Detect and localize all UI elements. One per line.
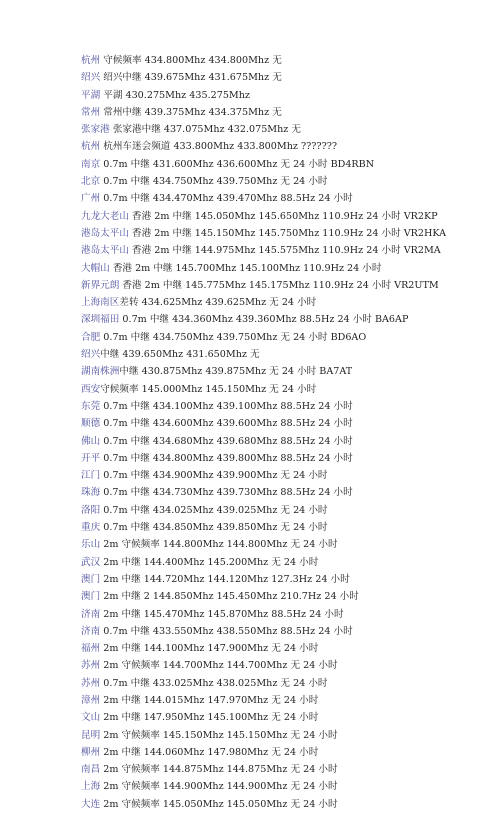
list-item [81, 260, 491, 277]
frequency-details: 2m 守候频率 145.050Mhz 145.050Mhz 无 24 小时 [100, 798, 338, 810]
list-item [81, 744, 491, 761]
list-item [81, 623, 491, 640]
list-item [81, 363, 491, 380]
frequency-details: 2m 守候频率 144.900Mhz 144.900Mhz 无 24 小时 [100, 781, 338, 793]
list-item [81, 398, 491, 415]
location-label: 合肥 [81, 331, 101, 343]
frequency-details: 0.7m 中继 434.750Mhz 439.750Mhz 无 24 小时 BD6AO [100, 331, 367, 343]
frequency-details: 2m 中继 147.950Mhz 145.100Mhz 无 24 小时 [100, 712, 319, 724]
frequency-details: 0.7m 中继 434.600Mhz 439.600Mhz 88.5Hz 24 小时 [100, 418, 353, 430]
location-label: 平湖 [81, 89, 101, 101]
frequency-details: 守候频率 434.800Mhz 434.800Mhz 无 [100, 55, 282, 66]
frequency-details: 2m 中继 144.015Mhz 147.970Mhz 无 24 小时 [100, 694, 319, 706]
location-label: 济南 [81, 608, 101, 620]
list-item [81, 467, 491, 484]
frequency-details: 0.7m 中继 434.680Mhz 439.680Mhz 88.5Hz 24 小时 [100, 435, 353, 447]
frequency-details: 香港 2m 中继 145.775Mhz 145.175Mhz 110.9Hz 24 小时 VR2UTM [119, 279, 439, 291]
list-item [81, 433, 491, 450]
location-label: 江门 [81, 470, 101, 482]
location-label: 上海南区 [81, 297, 120, 309]
list-item [81, 796, 491, 813]
list-item [81, 87, 491, 104]
location-label: 九龙大老山 [81, 210, 129, 222]
location-label: 福州 [81, 643, 101, 655]
list-item [81, 294, 491, 311]
frequency-details: 2m 中继 144.720Mhz 144.120Mhz 127.3Hz 24 小时 [100, 573, 350, 585]
frequency-details: 2m 中继 144.100Mhz 147.900Mhz 无 24 小时 [100, 643, 319, 655]
list-item [81, 450, 491, 467]
location-label: 绍兴 [81, 349, 101, 361]
location-label: 北京 [81, 176, 101, 188]
list-item [81, 778, 491, 795]
location-label: 苏州 [81, 677, 101, 689]
frequency-details: 2m 守候频率 144.700Mhz 144.700Mhz 无 24 小时 [100, 660, 338, 672]
list-item [81, 69, 491, 86]
location-label: 湖南株洲 [81, 366, 120, 378]
frequency-details: 2m 中继 144.400Mhz 145.200Mhz 无 24 小时 [100, 556, 319, 568]
frequency-details: 0.7m 中继 434.360Mhz 439.360Mhz 88.5Hz 24 小时 BA6AP [119, 314, 409, 326]
frequency-details: 0.7m 中继 431.600Mhz 436.600Mhz 无 24 小时 BD4RBN [100, 158, 375, 170]
location-label: 常州 [81, 106, 101, 118]
list-item [81, 381, 491, 398]
list-item [81, 121, 491, 138]
list-item [81, 536, 491, 553]
frequency-details: 0.7m 中继 433.025Mhz 438.025Mhz 无 24 小时 [100, 677, 328, 689]
list-item [81, 208, 491, 225]
frequency-details: 香港 2m 中继 145.050Mhz 145.650Mhz 110.9Hz 24 小时 VR2KP [128, 210, 438, 222]
location-label: 珠海 [81, 487, 101, 499]
frequency-details: 0.7m 中继 434.750Mhz 439.750Mhz 无 24 小时 [100, 176, 328, 188]
frequency-details: 差转 434.625Mhz 439.625Mhz 无 24 小时 [119, 297, 317, 309]
repeater-frequency-list [81, 52, 491, 813]
location-label: 新界元朗 [81, 279, 120, 291]
location-label: 西安 [81, 383, 101, 395]
location-label: 杭州 [81, 141, 101, 153]
list-item [81, 156, 491, 173]
location-label: 广州 [81, 193, 101, 205]
list-item [81, 709, 491, 726]
location-label: 武汉 [81, 556, 101, 568]
list-item [81, 415, 491, 432]
frequency-details: 张家港中继 437.075Mhz 432.075Mhz 无 [109, 124, 302, 136]
location-label: 南昌 [81, 764, 101, 776]
list-item [81, 571, 491, 588]
frequency-details: 0.7m 中继 434.900Mhz 439.900Mhz 无 24 小时 [100, 470, 328, 482]
location-label: 济南 [81, 625, 101, 637]
list-item [81, 519, 491, 536]
location-label: 漳州 [81, 694, 101, 706]
frequency-details: 常州中继 439.375Mhz 434.375Mhz 无 [100, 106, 282, 118]
list-item [81, 675, 491, 692]
location-label: 顺德 [81, 418, 101, 430]
frequency-details: 香港 2m 中继 145.700Mhz 145.100Mhz 110.9Hz 24 小时 [109, 262, 382, 274]
location-label: 深圳福田 [81, 314, 120, 326]
location-label: 绍兴 [81, 72, 101, 84]
frequency-details: 中继 439.650Mhz 431.650Mhz 无 [100, 349, 260, 361]
frequency-details: 0.7m 中继 434.025Mhz 439.025Mhz 无 24 小时 [100, 504, 328, 516]
list-item [81, 588, 491, 605]
location-label: 文山 [81, 712, 101, 724]
list-item [81, 173, 491, 190]
location-label: 张家港 [81, 124, 110, 136]
location-label: 澳门 [81, 573, 101, 585]
location-label: 大连 [81, 798, 101, 810]
frequency-details: 香港 2m 中继 145.150Mhz 145.750Mhz 110.9Hz 24 小时 VR2HKA [128, 227, 447, 239]
list-item [81, 329, 491, 346]
list-item [81, 761, 491, 778]
frequency-details: 0.7m 中继 434.730Mhz 439.730Mhz 88.5Hz 24 小时 [100, 487, 353, 499]
list-item [81, 225, 491, 242]
frequency-details: 2m 守候频率 144.800Mhz 144.800Mhz 无 24 小时 [100, 539, 338, 551]
list-item [81, 657, 491, 674]
location-label: 昆明 [81, 729, 101, 741]
frequency-details: 0.7m 中继 434.100Mhz 439.100Mhz 88.5Hz 24 小时 [100, 400, 353, 412]
location-label: 南京 [81, 158, 101, 170]
list-item [81, 502, 491, 519]
frequency-details: 0.7m 中继 434.470Mhz 439.470Mhz 88.5Hz 24 小时 [100, 193, 353, 205]
frequency-details: 2m 守候频率 145.150Mhz 145.150Mhz 无 24 小时 [100, 729, 338, 741]
list-item [81, 727, 491, 744]
list-item [81, 277, 491, 294]
frequency-details: 2m 守候频率 144.875Mhz 144.875Mhz 无 24 小时 [100, 764, 338, 776]
list-item [81, 52, 491, 69]
location-label: 港岛太平山 [81, 245, 129, 257]
frequency-details: 0.7m 中继 433.550Mhz 438.550Mhz 88.5Hz 24 小时 [100, 625, 353, 637]
list-item [81, 606, 491, 623]
location-label: 开平 [81, 452, 101, 464]
location-label: 澳门 [81, 591, 101, 603]
location-label: 苏州 [81, 660, 101, 672]
frequency-details: 中继 430.875Mhz 439.875Mhz 无 24 小时 BA7AT [119, 366, 353, 378]
location-label: 柳州 [81, 746, 101, 758]
frequency-details: 2m 中继 144.060Mhz 147.980Mhz 无 24 小时 [100, 746, 319, 758]
list-item [81, 554, 491, 571]
frequency-details: 守候频率 145.000Mhz 145.150Mhz 无 24 小时 [100, 383, 317, 395]
location-label: 上海 [81, 781, 101, 793]
location-label: 杭州 [81, 55, 101, 66]
list-item [81, 311, 491, 328]
location-label: 东莞 [81, 400, 101, 412]
list-item [81, 138, 491, 155]
list-item [81, 190, 491, 207]
frequency-details: 2m 中继 145.470Mhz 145.870Mhz 88.5Hz 24 小时 [100, 608, 344, 620]
frequency-details: 香港 2m 中继 144.975Mhz 145.575Mhz 110.9Hz 24 小时 VR2MA [128, 245, 441, 257]
frequency-details: 2m 中继 2 144.850Mhz 145.450Mhz 210.7Hz 24 小时 [100, 591, 359, 603]
location-label: 洛阳 [81, 504, 101, 516]
frequency-details: 绍兴中继 439.675Mhz 431.675Mhz 无 [100, 72, 282, 84]
list-item [81, 346, 491, 363]
list-item [81, 242, 491, 259]
list-item [81, 104, 491, 121]
location-label: 大帽山 [81, 262, 110, 274]
frequency-details: 0.7m 中继 434.850Mhz 439.850Mhz 无 24 小时 [100, 522, 328, 534]
location-label: 港岛太平山 [81, 227, 129, 239]
list-item [81, 640, 491, 657]
location-label: 乐山 [81, 539, 101, 551]
location-label: 重庆 [81, 522, 101, 534]
frequency-details: 平湖 430.275Mhz 435.275Mhz [100, 89, 250, 101]
list-item [81, 484, 491, 501]
frequency-details: 0.7m 中继 434.800Mhz 439.800Mhz 88.5Hz 24 小时 [100, 452, 353, 464]
frequency-details: 杭州车迷会频道 433.800Mhz 433.800Mhz ??????? [100, 141, 338, 153]
location-label: 佛山 [81, 435, 101, 447]
